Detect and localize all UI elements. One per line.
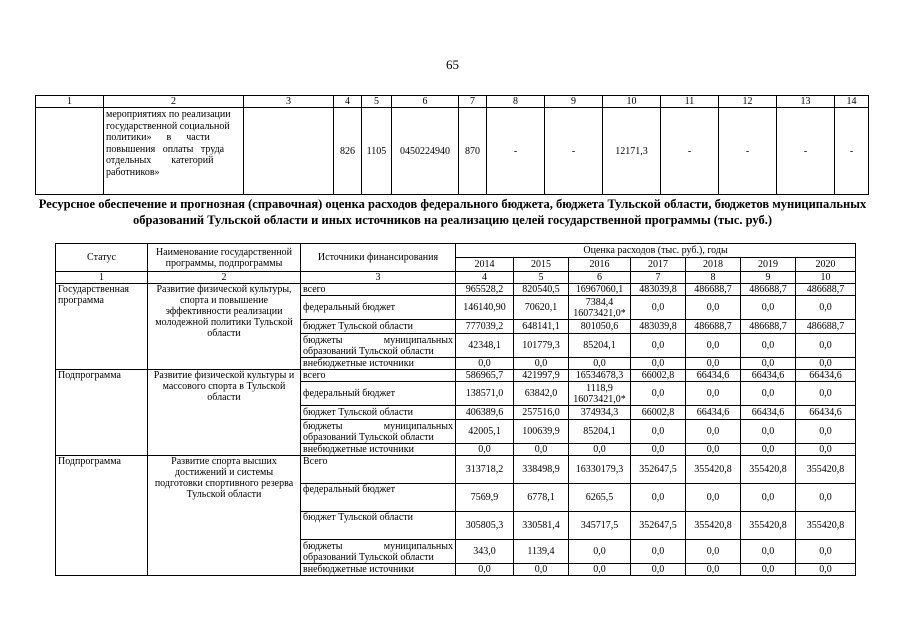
value-cell: 586965,7 [456,370,514,382]
col-number-cell: 9 [741,272,796,284]
value-cell: 42005,1 [456,420,514,444]
value-cell: 0,0 [741,382,796,406]
value-cell: 0,0 [796,334,856,358]
value-cell: 0,0 [631,484,686,512]
value-cell: 7569,9 [456,484,514,512]
value-cell: 0,0 [631,444,686,456]
value-cell: 101779,3 [514,334,569,358]
value-cell: 0,0 [741,358,796,370]
value-cell: 16967060,1 [569,284,631,296]
value-cell: 66434,6 [796,370,856,382]
value-cell: 16534678,3 [569,370,631,382]
value-cell: 0,0 [796,540,856,564]
status-cell: Государственная программа [56,284,148,370]
top-col5-cell: 1105 [362,108,392,195]
top-name-line: государственной социальной [106,120,230,132]
top-header-cell: 12 [719,96,777,108]
value-cell: 486688,7 [796,284,856,296]
top-col11-cell: - [661,108,719,195]
value-cell: 16330179,3 [569,456,631,484]
value-cell: 6265,5 [569,484,631,512]
value-cell: 352647,5 [631,456,686,484]
funding-source-cell: федеральный бюджет [301,484,456,512]
header-estimate: Оценка расходов (тыс. руб.), годы [456,244,856,258]
top-col12-cell: - [719,108,777,195]
value-cell: 0,0 [569,540,631,564]
top-header-cell: 14 [835,96,869,108]
value-cell: 7384,4 16073421,0* [569,296,631,320]
top-name-cell [104,108,244,195]
value-cell: 0,0 [686,296,741,320]
year-header: 2020 [796,258,856,272]
value-cell: 355420,8 [796,456,856,484]
value-cell: 0,0 [741,444,796,456]
top-col13-cell: - [777,108,835,195]
value-cell: 66434,6 [686,406,741,420]
value-cell: 0,0 [741,296,796,320]
year-header: 2018 [686,258,741,272]
value-cell: 355420,8 [741,512,796,540]
value-cell: 0,0 [456,444,514,456]
col-number-cell: 1 [56,272,148,284]
funding-source-cell: бюджеты муниципальных образований Тульской области [301,420,456,444]
funding-source-cell: внебюджетные источники [301,444,456,456]
value-cell: 0,0 [631,420,686,444]
top-table-row [36,108,869,195]
top-col8-cell: - [487,108,545,195]
value-cell: 0,0 [569,444,631,456]
value-cell: 66434,6 [741,370,796,382]
top-col10-cell: 12171,3 [603,108,661,195]
funding-source-cell: бюджет Тульской области [301,512,456,540]
value-cell: 0,0 [796,484,856,512]
funding-source-cell: внебюджетные источники [301,564,456,576]
value-cell: 355420,8 [686,512,741,540]
value-cell: 486688,7 [796,320,856,334]
value-cell: 66434,6 [796,406,856,420]
value-cell: 0,0 [796,358,856,370]
value-cell: 257516,0 [514,406,569,420]
value-cell: 1139,4 [514,540,569,564]
value-cell: 345717,5 [569,512,631,540]
value-cell: 0,0 [796,296,856,320]
year-header: 2017 [631,258,686,272]
funding-source-cell: бюджеты муниципальных образований Тульской области [301,540,456,564]
top-col1-cell [36,108,104,195]
value-cell: 42348,1 [456,334,514,358]
top-header-cell: 3 [244,96,334,108]
value-cell: 0,0 [686,334,741,358]
funding-source-cell: внебюджетные источники [301,358,456,370]
year-header: 2015 [514,258,569,272]
value-cell: 0,0 [456,358,514,370]
value-cell: 63842,0 [514,382,569,406]
value-cell: 330581,4 [514,512,569,540]
table-row [56,370,856,382]
col-number-cell: 2 [148,272,301,284]
top-col14-cell: - [835,108,869,195]
status-cell: Подпрограмма [56,370,148,456]
col-number-row [56,272,856,284]
col-number-cell: 5 [514,272,569,284]
value-cell: 0,0 [686,444,741,456]
value-cell: 1118,9 16073421,0* [569,382,631,406]
col-number-cell: 10 [796,272,856,284]
value-cell: 0,0 [514,444,569,456]
year-header: 2014 [456,258,514,272]
top-name-line: повышения оплаты труда [106,143,225,155]
value-cell: 305805,3 [456,512,514,540]
value-cell: 0,0 [796,420,856,444]
value-cell: 0,0 [631,564,686,576]
value-cell: 66434,6 [741,406,796,420]
value-cell: 0,0 [686,540,741,564]
value-cell: 648141,1 [514,320,569,334]
value-cell: 70620,1 [514,296,569,320]
header-source: Источники финансирования [301,244,456,272]
value-cell: 313718,2 [456,456,514,484]
value-cell: 0,0 [631,296,686,320]
funding-source-cell: федеральный бюджет [301,382,456,406]
value-cell: 0,0 [741,420,796,444]
funding-source-cell: федеральный бюджет [301,296,456,320]
value-cell: 483039,8 [631,320,686,334]
top-table [35,95,869,195]
value-cell: 486688,7 [686,320,741,334]
top-header-cell: 4 [334,96,362,108]
header-name: Наименование государственной программы, подпрограммы [148,244,301,272]
value-cell: 85204,1 [569,420,631,444]
value-cell: 483039,8 [631,284,686,296]
section-heading: Ресурсное обеспечение и прогнозная (справочная) оценка расходов федерального бюджета, бюджета Тульской области, бюджетов муниципальных образований Тульской области и иных источников на реализацию целей государственной программы (тыс. руб.) [38,197,867,227]
value-cell: 486688,7 [741,284,796,296]
value-cell: 0,0 [631,334,686,358]
col-number-cell: 8 [686,272,741,284]
value-cell: 66002,8 [631,370,686,382]
col-number-cell: 7 [631,272,686,284]
value-cell: 0,0 [631,358,686,370]
value-cell: 801050,6 [569,320,631,334]
program-name-cell: Развитие физической культуры, спорта и повышение эффективности реализации молодежной политики Тульской области [148,284,301,370]
value-cell: 406389,6 [456,406,514,420]
value-cell: 965528,2 [456,284,514,296]
value-cell: 0,0 [796,444,856,456]
funding-source-cell: Всего [301,456,456,484]
value-cell: 100639,9 [514,420,569,444]
top-col4-cell: 826 [334,108,362,195]
value-cell: 0,0 [569,564,631,576]
status-cell: Подпрограмма [56,456,148,576]
program-name-cell: Развитие физической культуры и массового спорта в Тульской области [148,370,301,456]
value-cell: 0,0 [741,540,796,564]
top-col7-cell: 870 [459,108,487,195]
value-cell: 146140,90 [456,296,514,320]
top-col9-cell: - [545,108,603,195]
value-cell: 777039,2 [456,320,514,334]
value-cell: 0,0 [741,334,796,358]
value-cell: 374934,3 [569,406,631,420]
top-col6-cell: 0450224940 [392,108,459,195]
value-cell: 66002,8 [631,406,686,420]
program-name-cell: Развитие спорта высших достижений и системы подготовки спортивного резерва Тульской области [148,456,301,576]
value-cell: 355420,8 [796,512,856,540]
value-cell: 0,0 [631,382,686,406]
value-cell: 138571,0 [456,382,514,406]
top-header-cell: 9 [545,96,603,108]
value-cell: 0,0 [686,564,741,576]
value-cell: 0,0 [686,420,741,444]
top-col3-cell [244,108,334,195]
top-name-line: мероприятиях по реализации [106,109,231,120]
year-header: 2019 [741,258,796,272]
value-cell: 355420,8 [741,456,796,484]
value-cell: 0,0 [514,358,569,370]
funding-source-cell: бюджет Тульской области [301,320,456,334]
table-row [56,456,856,484]
funding-source-cell: бюджет Тульской области [301,406,456,420]
top-name-line: работников» [106,166,160,178]
value-cell: 486688,7 [741,320,796,334]
col-number-cell: 6 [569,272,631,284]
top-name-line: политики» в части [106,132,210,143]
value-cell: 0,0 [569,358,631,370]
value-cell: 421997,9 [514,370,569,382]
value-cell: 85204,1 [569,334,631,358]
year-header: 2016 [569,258,631,272]
top-header-cell: 1 [36,96,104,108]
value-cell: 820540,5 [514,284,569,296]
top-name-line: отдельных категорий [106,155,214,166]
funding-source-cell: бюджеты муниципальных образований Тульской области [301,334,456,358]
header-status: Статус [56,244,148,272]
value-cell: 338498,9 [514,456,569,484]
value-cell: 0,0 [514,564,569,576]
value-cell: 66434,6 [686,370,741,382]
value-cell: 0,0 [686,382,741,406]
value-cell: 0,0 [741,564,796,576]
value-cell: 352647,5 [631,512,686,540]
value-cell: 0,0 [631,540,686,564]
col-number-cell: 4 [456,272,514,284]
main-header-row [56,244,856,258]
funding-source-cell: всего [301,370,456,382]
value-cell: 355420,8 [686,456,741,484]
value-cell: 343,0 [456,540,514,564]
value-cell: 0,0 [686,484,741,512]
top-header-cell: 11 [661,96,719,108]
top-header-cell: 10 [603,96,661,108]
page-number: 65 [446,57,459,72]
top-header-cell: 6 [392,96,459,108]
value-cell: 0,0 [686,358,741,370]
top-header-cell: 7 [459,96,487,108]
value-cell: 0,0 [796,382,856,406]
value-cell: 0,0 [456,564,514,576]
resource-table [55,243,856,576]
top-header-cell: 2 [104,96,244,108]
top-table-header-row [36,96,869,108]
value-cell: 0,0 [741,484,796,512]
top-header-cell: 8 [487,96,545,108]
top-header-cell: 5 [362,96,392,108]
value-cell: 6778,1 [514,484,569,512]
value-cell: 0,0 [796,564,856,576]
top-header-cell: 13 [777,96,835,108]
funding-source-cell: всего [301,284,456,296]
col-number-cell: 3 [301,272,456,284]
table-row [56,284,856,296]
value-cell: 486688,7 [686,284,741,296]
